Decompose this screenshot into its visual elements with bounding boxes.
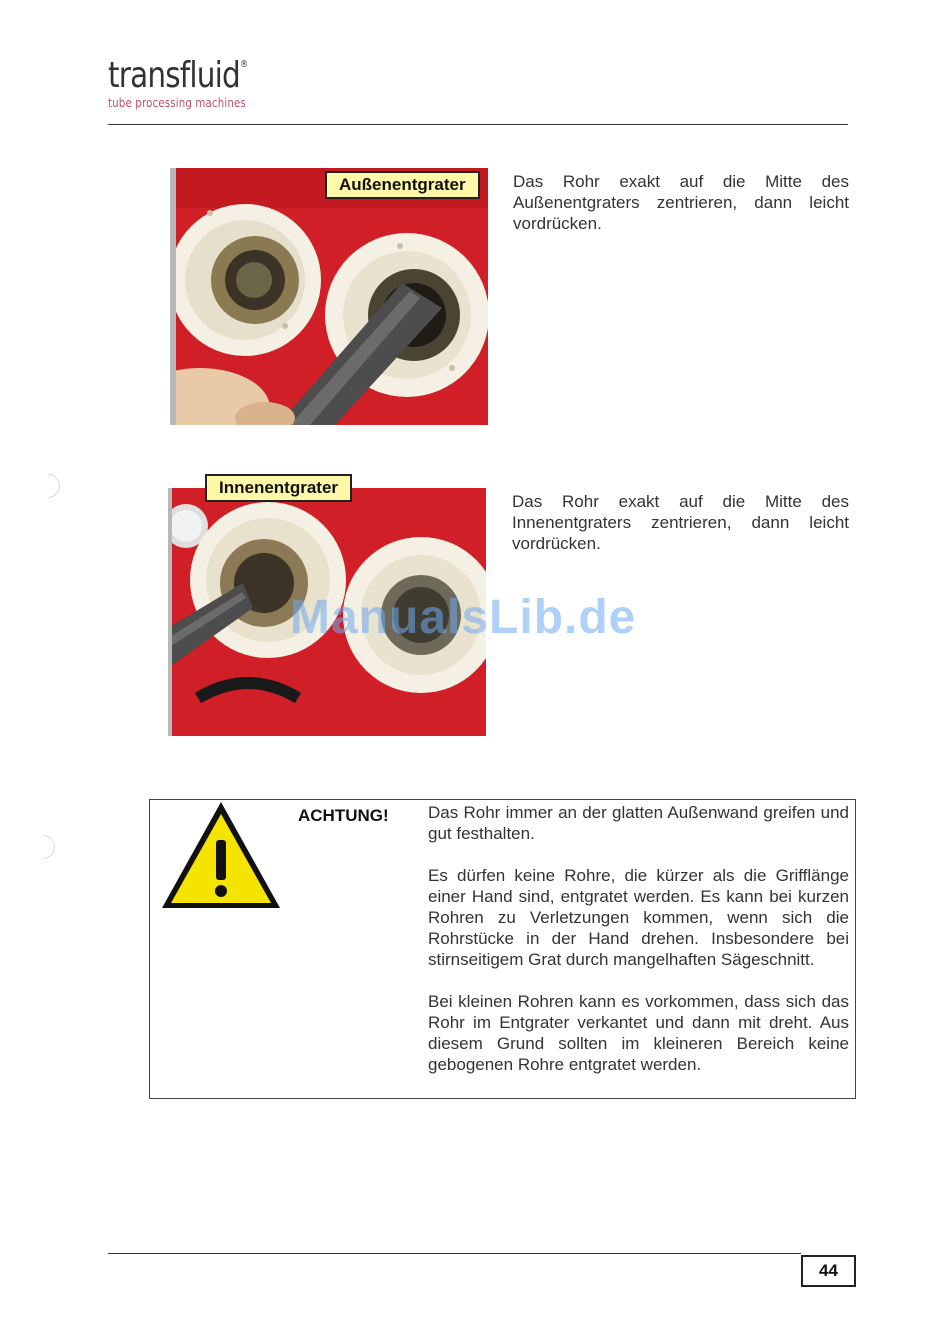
brand-logo [108, 55, 278, 110]
warning-text [428, 802, 849, 1075]
punch-hole-top [31, 469, 65, 503]
warning-box [149, 799, 856, 1099]
brand-name: transfluid [108, 55, 240, 96]
warning-triangle-icon [159, 800, 283, 917]
footer-divider [108, 1253, 801, 1254]
warning-paragraph: Es dürfen keine Rohre, die kürzer als die Grifflänge einer Hand sind, entgratet werden. Es kann bei kurzen Rohren zu Verletzungen kommen, wenn sich die Rohrstücke in der Hand drehen. Insbesondere bei stirnseitigem Grat durch mangelhaften Sägeschnitt. [428, 866, 849, 969]
warning-title: ACHTUNG! [298, 806, 389, 825]
warning-paragraph: Das Rohr immer an der glatten Außenwand greifen und gut festhalten. [428, 803, 849, 843]
brand-mark: ® [239, 59, 248, 70]
inner-deburrer-instruction: Das Rohr exakt auf die Mitte des Innenentgraters zentrieren, dann leicht vordrücken. [512, 492, 849, 553]
header-divider [108, 124, 848, 125]
page-number: 44 [801, 1255, 856, 1287]
outer-deburrer-instruction: Das Rohr exakt auf die Mitte des Außenentgraters zentrieren, dann leicht vordrücken. [513, 172, 849, 233]
watermark: ManualsLib.de [290, 591, 637, 644]
outer-deburrer-photo [170, 168, 488, 425]
punch-hole-bottom [26, 830, 60, 864]
outer-deburrer-label: Außenentgrater [325, 171, 480, 199]
warning-paragraph: Bei kleinen Rohren kann es vorkommen, dass sich das Rohr im Entgrater verkantet und dann mit dreht. Aus diesem Grund sollten im kleineren Bereich keine gebogenen Rohre entgratet werden. [428, 992, 849, 1074]
brand-tagline: tube processing machines [108, 96, 246, 110]
inner-deburrer-label: Innenentgrater [205, 474, 352, 502]
